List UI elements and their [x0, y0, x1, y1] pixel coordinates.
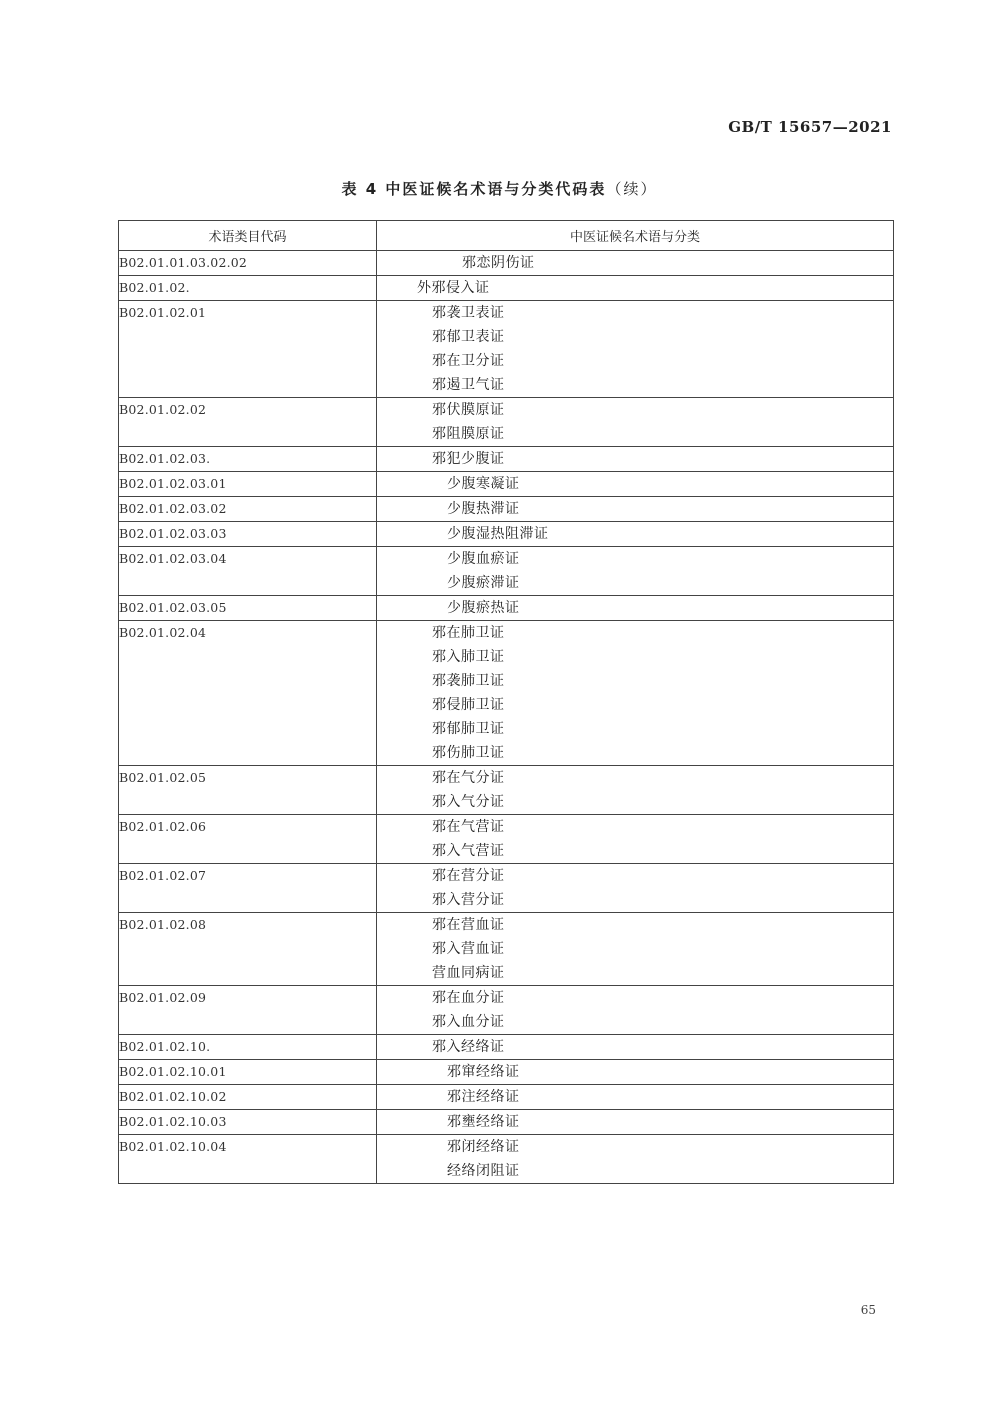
- table-row: [119, 497, 894, 522]
- term-name: 少腹瘀热证: [447, 600, 520, 616]
- term-code: B02.01.02.01: [119, 301, 377, 398]
- term-code: B02.01.02.03.: [119, 447, 377, 472]
- term-code: B02.01.02.05: [119, 766, 377, 815]
- term-name: 邪袭卫表证: [432, 305, 505, 321]
- table-row: [119, 276, 894, 301]
- term-name: 邪入经络证: [432, 1039, 505, 1055]
- table-row: [119, 815, 894, 864]
- caption-continued: （续）: [606, 180, 658, 198]
- table-row: [119, 522, 894, 547]
- term-code: B02.01.02.10.03: [119, 1110, 377, 1135]
- table-header-row: [119, 221, 894, 251]
- column-header-code: 术语类目代码: [119, 221, 377, 251]
- term-name: 邪在气营证: [432, 819, 505, 835]
- table-row: [119, 913, 894, 986]
- term-code: B02.01.02.03.05: [119, 596, 377, 621]
- term-name: 少腹湿热阻滞证: [447, 526, 549, 542]
- term-code: B02.01.02.03.03: [119, 522, 377, 547]
- table-row: [119, 251, 894, 276]
- term-name: 邪在营血证: [432, 917, 505, 933]
- term-list: [377, 1110, 894, 1135]
- page-number: 65: [860, 1303, 876, 1317]
- term-name: 邪在营分证: [432, 868, 505, 884]
- term-code: B02.01.02.06: [119, 815, 377, 864]
- term-code: B02.01.02.10.01: [119, 1060, 377, 1085]
- term-code: B02.01.02.03.01: [119, 472, 377, 497]
- term-name: 邪入血分证: [432, 1014, 505, 1030]
- term-list: [377, 1135, 894, 1184]
- term-list: [377, 815, 894, 864]
- term-name: 邪郁卫表证: [432, 329, 505, 345]
- table-row: [119, 766, 894, 815]
- term-list: [377, 276, 894, 301]
- term-name: 邪入肺卫证: [432, 649, 505, 665]
- table-row: [119, 864, 894, 913]
- term-code: B02.01.01.03.02.02: [119, 251, 377, 276]
- term-name: 邪在血分证: [432, 990, 505, 1006]
- standard-code: GB/T 15657—2021: [728, 118, 892, 136]
- table-row: [119, 447, 894, 472]
- term-name: 少腹寒凝证: [447, 476, 520, 492]
- term-list: [377, 398, 894, 447]
- table-row: [119, 472, 894, 497]
- term-name: 邪注经络证: [447, 1089, 520, 1105]
- table-row: [119, 596, 894, 621]
- term-code: B02.01.02.09: [119, 986, 377, 1035]
- term-list: [377, 497, 894, 522]
- caption-title: 表 4 中医证候名术语与分类代码表: [341, 180, 607, 198]
- term-list: [377, 1035, 894, 1060]
- term-name: 邪遏卫气证: [432, 377, 505, 393]
- table-body: [119, 251, 894, 1184]
- term-name: 外邪侵入证: [417, 280, 490, 296]
- term-list: [377, 913, 894, 986]
- term-name: 邪窜经络证: [447, 1064, 520, 1080]
- term-list: [377, 986, 894, 1035]
- term-list: [377, 766, 894, 815]
- table-row: [119, 1035, 894, 1060]
- term-name: 少腹瘀滞证: [447, 575, 520, 591]
- term-name: 邪郁肺卫证: [432, 721, 505, 737]
- term-name: 邪入气分证: [432, 794, 505, 810]
- term-name: 邪侵肺卫证: [432, 697, 505, 713]
- term-list: [377, 621, 894, 766]
- term-list: [377, 301, 894, 398]
- term-name: 邪入气营证: [432, 843, 505, 859]
- term-name: 邪在卫分证: [432, 353, 505, 369]
- term-code: B02.01.02.03.04: [119, 547, 377, 596]
- term-list: [377, 547, 894, 596]
- term-name: 经络闭阻证: [447, 1163, 520, 1179]
- term-code: B02.01.02.03.02: [119, 497, 377, 522]
- table-row: [119, 1060, 894, 1085]
- term-name: 邪伏膜原证: [432, 402, 505, 418]
- term-code: B02.01.02.10.02: [119, 1085, 377, 1110]
- term-code: B02.01.02.07: [119, 864, 377, 913]
- term-list: [377, 1085, 894, 1110]
- term-name: 邪在肺卫证: [432, 625, 505, 641]
- term-code-table: [118, 220, 894, 1184]
- term-list: [377, 251, 894, 276]
- term-name: 邪袭肺卫证: [432, 673, 505, 689]
- term-name: 邪阻膜原证: [432, 426, 505, 442]
- term-code: B02.01.02.02: [119, 398, 377, 447]
- term-list: [377, 522, 894, 547]
- term-name: 少腹热滞证: [447, 501, 520, 517]
- table-row: [119, 398, 894, 447]
- term-name: 邪伤肺卫证: [432, 745, 505, 761]
- term-name: 邪恋阴伤证: [462, 255, 535, 271]
- term-list: [377, 1060, 894, 1085]
- term-code: B02.01.02.10.: [119, 1035, 377, 1060]
- term-name: 邪入营血证: [432, 941, 505, 957]
- table-row: [119, 986, 894, 1035]
- term-name: 少腹血瘀证: [447, 551, 520, 567]
- term-name: 邪壅经络证: [447, 1114, 520, 1130]
- term-code: B02.01.02.10.04: [119, 1135, 377, 1184]
- term-code: B02.01.02.04: [119, 621, 377, 766]
- term-list: [377, 864, 894, 913]
- term-code: B02.01.02.: [119, 276, 377, 301]
- term-name: 邪在气分证: [432, 770, 505, 786]
- table-row: [119, 621, 894, 766]
- table-row: [119, 1135, 894, 1184]
- table-caption: [0, 178, 999, 199]
- table-row: [119, 1110, 894, 1135]
- table-row: [119, 547, 894, 596]
- term-list: [377, 596, 894, 621]
- term-name: 营血同病证: [432, 965, 505, 981]
- table-row: [119, 301, 894, 398]
- term-name: 邪犯少腹证: [432, 451, 505, 467]
- column-header-terms: 中医证候名术语与分类: [377, 221, 894, 251]
- term-code: B02.01.02.08: [119, 913, 377, 986]
- term-name: 邪入营分证: [432, 892, 505, 908]
- term-name: 邪闭经络证: [447, 1139, 520, 1155]
- term-list: [377, 447, 894, 472]
- table-row: [119, 1085, 894, 1110]
- term-list: [377, 472, 894, 497]
